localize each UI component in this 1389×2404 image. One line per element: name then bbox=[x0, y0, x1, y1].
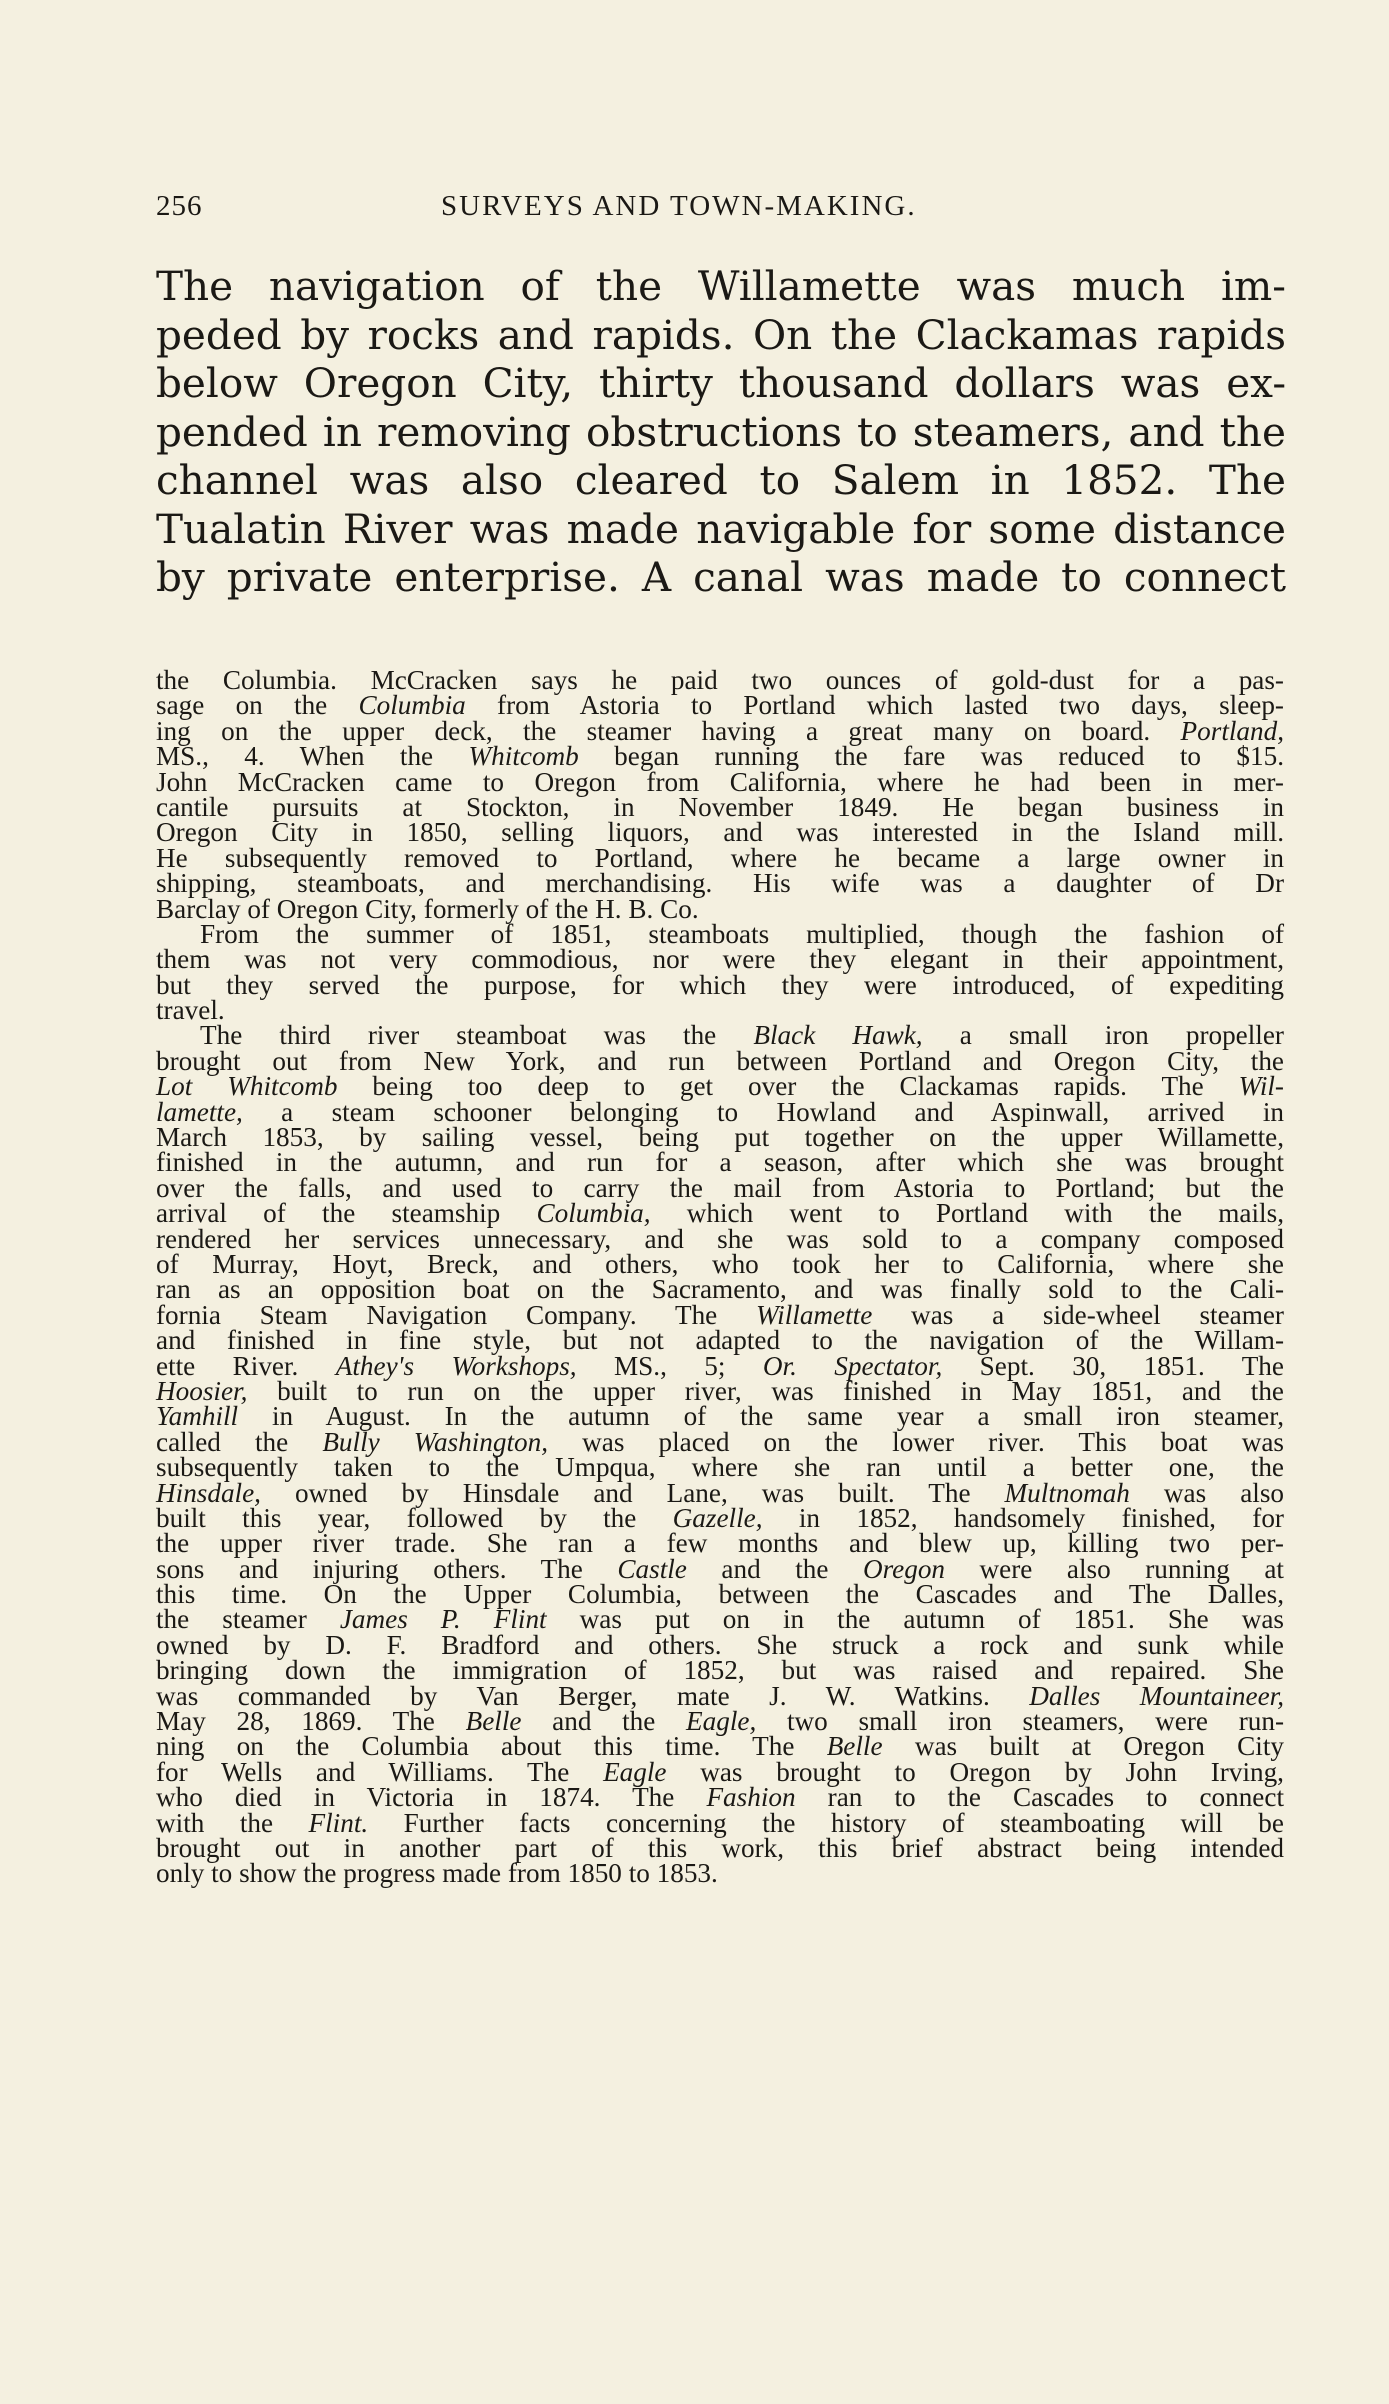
italic-title: Flint. bbox=[308, 1807, 369, 1838]
footnote-line: the upper river trade. She ran a few months and blew up, killing two per- bbox=[156, 1528, 1284, 1559]
footnote-line: He subsequently removed to Portland, where he became a large owner in bbox=[156, 842, 1284, 873]
footnote-text: a steam schooner belonging to Howland and Aspinwall, arrived in bbox=[242, 1096, 1284, 1127]
italic-title: Gazelle, bbox=[672, 1502, 763, 1533]
footnote-text: was a side-wheel steamer bbox=[872, 1299, 1284, 1330]
main-text bbox=[156, 262, 1286, 602]
footnote-line: but they served the purpose, for which they were introduced, of expediting bbox=[156, 969, 1284, 1000]
footnote-text: was put on in the autumn of 1851. She was bbox=[546, 1604, 1284, 1635]
footnote-text: was commanded by Van Berger, mate J. W. Watkins. bbox=[156, 1680, 1030, 1711]
footnote-text: May 28, 1869. The bbox=[156, 1706, 466, 1737]
italic-title: James P. Flint bbox=[339, 1604, 547, 1635]
italic-title: Fashion bbox=[706, 1782, 796, 1813]
footnote-text: sons and injuring others. The bbox=[156, 1553, 618, 1584]
footnote-text: a small iron propeller bbox=[922, 1020, 1284, 1051]
footnotes bbox=[156, 665, 1285, 1889]
footnote-line: only to show the progress made from 1850 to 1853. bbox=[156, 1858, 718, 1889]
main-text-line: by private enterprise. A canal was made to connect bbox=[156, 553, 1286, 601]
footnote-text: owned by Hinsdale and Lane, was built. The bbox=[260, 1477, 1005, 1508]
italic-title: Willamette bbox=[756, 1299, 873, 1330]
page-header bbox=[156, 190, 1276, 230]
italic-title: Eagle bbox=[603, 1756, 667, 1787]
footnote-line: travel. bbox=[156, 995, 225, 1026]
footnote-text: ning on the Columbia about this time. The bbox=[156, 1731, 827, 1762]
footnote-text: built this year, followed by the bbox=[156, 1502, 673, 1533]
footnote-line: owned by D. F. Bradford and others. She struck a rock and sunk while bbox=[156, 1629, 1284, 1660]
footnote-line: Oregon City in 1850, selling liquors, and was interested in the Island mill. bbox=[156, 817, 1284, 848]
footnote-text: ing on the upper deck, the steamer having a great many on board. bbox=[156, 715, 1181, 746]
footnote-line: March 1853, by sailing vessel, being put together on the upper Willamette, bbox=[156, 1122, 1284, 1153]
italic-title: Lot Whitcomb bbox=[156, 1071, 338, 1102]
main-text-line: pended in removing obstructions to steamers, and the bbox=[156, 407, 1286, 456]
footnote-text: Further facts concerning the history of steamboating will be bbox=[368, 1807, 1284, 1838]
footnote-text: the steamer bbox=[156, 1604, 340, 1635]
footnote-line: brought out in another part of this work, this brief abstract being intended bbox=[156, 1832, 1284, 1863]
footnote-paragraph-2 bbox=[156, 918, 1284, 1026]
footnote-line: cantile pursuits at Stockton, in November 1849. He began business in bbox=[156, 791, 1284, 822]
footnote-text: began running the fare was reduced to $15. bbox=[578, 741, 1284, 772]
footnote-line: shipping, steamboats, and merchandising. His wife was a daughter of Dr bbox=[156, 868, 1284, 899]
footnote-text: and the bbox=[686, 1553, 863, 1584]
main-text-line: peded by rocks and rapids. On the Clackamas rapids bbox=[156, 310, 1286, 359]
footnote-line: over the falls, and used to carry the mail from Astoria to Portland; but the bbox=[156, 1172, 1284, 1203]
italic-title: Athey's Workshops, bbox=[335, 1350, 577, 1381]
italic-title: Portland, bbox=[1180, 715, 1284, 746]
italic-title: Hoosier, bbox=[156, 1375, 248, 1406]
footnote-line: Barclay of Oregon City, formerly of the H. B. Co. bbox=[156, 893, 699, 924]
footnote-text: called the bbox=[156, 1426, 323, 1457]
italic-title: Or. Spectator, bbox=[762, 1350, 943, 1381]
footnote-line: finished in the autumn, and run for a season, after which she was brought bbox=[156, 1147, 1284, 1178]
italic-title: Dalles Mountaineer, bbox=[1029, 1680, 1285, 1711]
footnote-text: in 1852, handsomely finished, for bbox=[762, 1502, 1284, 1533]
page-number: 256 bbox=[156, 190, 203, 222]
footnote-text: was built at Oregon City bbox=[882, 1731, 1284, 1762]
footnote-text: sage on the bbox=[156, 690, 359, 721]
footnote-line: ran as an opposition boat on the Sacramento, and was finally sold to the Cali- bbox=[156, 1274, 1284, 1305]
running-head: SURVEYS AND TOWN-MAKING. bbox=[441, 190, 917, 222]
footnote-text: was placed on the lower river. This boat was bbox=[548, 1426, 1284, 1457]
italic-title: Bully Washington, bbox=[322, 1426, 549, 1457]
italic-title: Whitcomb bbox=[468, 741, 579, 772]
footnote-text: and the bbox=[521, 1706, 687, 1737]
footnote-text: was brought to Oregon by John Irving, bbox=[666, 1756, 1284, 1787]
footnote-text: two small iron steamers, were run- bbox=[756, 1706, 1284, 1737]
footnote-line: John McCracken came to Oregon from California, where he had been in mer- bbox=[156, 766, 1284, 797]
italic-title: Yamhill bbox=[156, 1401, 239, 1432]
main-text-line: The navigation of the Willamette was much im- bbox=[156, 262, 1286, 310]
footnote-text: in August. In the autumn of the same year a small iron steamer, bbox=[238, 1401, 1284, 1432]
footnote-paragraph-1 bbox=[156, 665, 1284, 924]
footnote-text: MS., 5; bbox=[576, 1350, 763, 1381]
footnote-text: which went to Portland with the mails, bbox=[650, 1198, 1284, 1229]
footnote-line: and finished in fine style, but not adapted to the navigation of the Willam- bbox=[156, 1325, 1284, 1356]
footnote-text: who died in Victoria in 1874. The bbox=[156, 1782, 707, 1813]
italic-title: Columbia bbox=[358, 690, 466, 721]
footnote-line: of Murray, Hoyt, Breck, and others, who took her to California, where she bbox=[156, 1248, 1284, 1279]
footnote-text: MS., 4. When the bbox=[156, 741, 469, 772]
footnote-paragraph-3 bbox=[156, 1020, 1285, 1889]
footnote-text: being too deep to get over the Clackamas rapids. The bbox=[337, 1071, 1239, 1102]
italic-title: lamette, bbox=[156, 1096, 243, 1127]
footnote-text: Sept. 30, 1851. The bbox=[942, 1350, 1284, 1381]
italic-title: Black Hawk, bbox=[753, 1020, 923, 1051]
footnote-text: was also bbox=[1129, 1477, 1285, 1508]
italic-title: Belle bbox=[465, 1706, 522, 1737]
footnote-line: them was not very commodious, nor were they elegant in their appointment, bbox=[156, 944, 1284, 975]
footnote-line: brought out from New York, and run between Portland and Oregon City, the bbox=[156, 1045, 1284, 1076]
main-text-line: Tualatin River was made navigable for some distance bbox=[156, 504, 1286, 553]
footnote-line: rendered her services unnecessary, and she was sold to a company composed bbox=[156, 1223, 1284, 1254]
italic-title: Wil- bbox=[1238, 1071, 1284, 1102]
footnote-text: were also running at bbox=[945, 1553, 1284, 1584]
footnote-text: The third river steamboat was the bbox=[200, 1020, 754, 1051]
italic-title: Belle bbox=[826, 1731, 883, 1762]
italic-title: Multnomah bbox=[1004, 1477, 1130, 1508]
italic-title: Columbia, bbox=[536, 1198, 651, 1229]
footnote-text: for Wells and Williams. The bbox=[156, 1756, 604, 1787]
footnote-text: ette River. bbox=[156, 1350, 336, 1381]
footnote-text: arrival of the steamship bbox=[156, 1198, 537, 1229]
main-text-line: channel was also cleared to Salem in 1852. The bbox=[156, 456, 1286, 504]
footnote-text: with the bbox=[156, 1807, 309, 1838]
footnote-line: this time. On the Upper Columbia, between the Cascades and The Dalles, bbox=[156, 1579, 1284, 1610]
footnote-line: the Columbia. McCracken says he paid two ounces of gold-dust for a pas- bbox=[156, 665, 1284, 695]
main-text-line: below Oregon City, thirty thousand dollars was ex- bbox=[156, 359, 1286, 407]
footnote-text: built to run on the upper river, was finished in May 1851, and the bbox=[247, 1375, 1284, 1406]
italic-title: Oregon bbox=[862, 1553, 946, 1584]
italic-title: Castle bbox=[617, 1553, 687, 1584]
footnote-line: bringing down the immigration of 1852, but was raised and repaired. She bbox=[156, 1655, 1284, 1686]
footnote-text: ran to the Cascades to connect bbox=[795, 1782, 1284, 1813]
footnote-line: subsequently taken to the Umpqua, where she ran until a better one, the bbox=[156, 1452, 1284, 1483]
footnote-text: from Astoria to Portland which lasted two days, sleep- bbox=[465, 690, 1284, 721]
italic-title: Eagle, bbox=[686, 1706, 757, 1737]
footnote-line bbox=[156, 741, 1284, 772]
footnote-text: fornia Steam Navigation Company. The bbox=[156, 1299, 757, 1330]
footnote-line bbox=[156, 1198, 1284, 1229]
italic-title: Hinsdale, bbox=[156, 1477, 261, 1508]
footnote-line: From the summer of 1851, steamboats multiplied, though the fashion of bbox=[200, 918, 1284, 949]
